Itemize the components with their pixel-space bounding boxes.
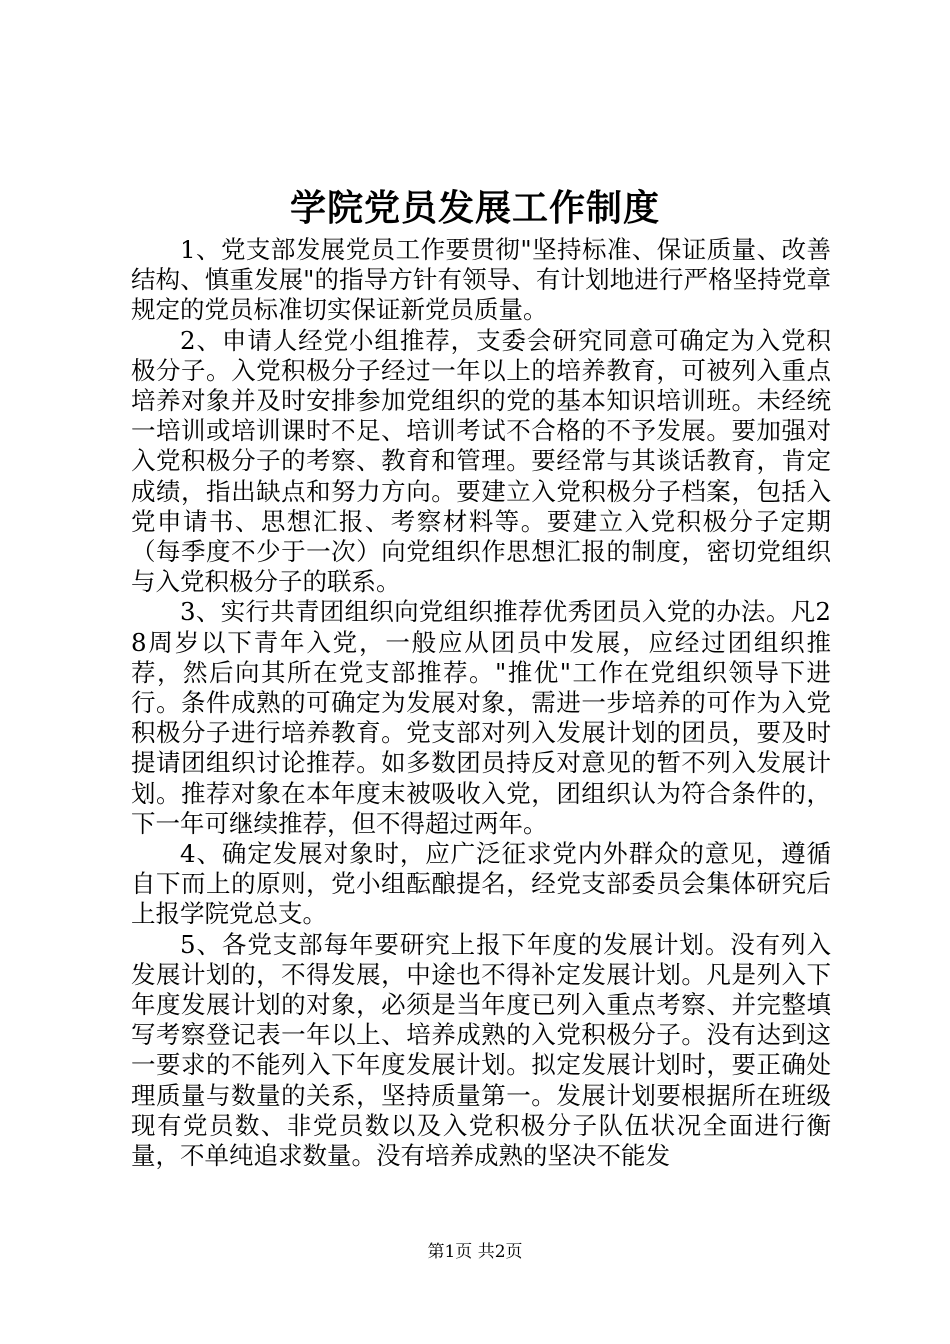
- paragraph-5: 5、各党支部每年要研究上报下年度的发展计划。没有列入发展计划的，不得发展，中途也不得补定发展计划。凡是列入下年度发展计划的对象，必须是当年度已列入重点考察、并完整填写考察登记表一年以上、培养成熟的入党积极分子。没有达到这一要求的不能列入下年度发展计划。拟定发展计划时，要正确处理质量与数量的关系，坚持质量第一。发展计划要根据所在班级现有党员数、非党员数以及入党积极分子队伍状况全面进行衡量，不单纯追求数量。没有培养成熟的坚决不能发: [131, 929, 831, 1171]
- document-body: [131, 235, 831, 1171]
- paragraph-1: 1、党支部发展党员工作要贯彻"坚持标准、保证质量、改善结构、慎重发展"的指导方针有领导、有计划地进行严格坚持党章规定的党员标准切实保证新党员质量。: [131, 235, 831, 325]
- paragraph-4: 4、确定发展对象时，应广泛征求党内外群众的意见，遵循自下而上的原则，党小组酝酿提名，经党支部委员会集体研究后上报学院党总支。: [131, 839, 831, 929]
- document-title: 学院党员发展工作制度: [289, 187, 660, 229]
- paragraph-2: 2、申请人经党小组推荐，支委会研究同意可确定为入党积极分子。入党积极分子经过一年以上的培养教育，可被列入重点培养对象并及时安排参加党组织的党的基本知识培训班。未经统一培训或培训课时不足、培训考试不合格的不予发展。要加强对入党积极分子的考察、教育和管理。要经常与其谈话教育，肯定成绩，指出缺点和努力方向。要建立入党积极分子档案，包括入党申请书、思想汇报、考察材料等。要建立入党积极分子定期（每季度不少于一次）向党组织作思想汇报的制度，密切党组织与入党积极分子的联系。: [131, 325, 831, 597]
- paragraph-3: 3、实行共青团组织向党组织推荐优秀团员入党的办法。凡28周岁以下青年入党，一般应从团员中发展，应经过团组织推荐，然后向其所在党支部推荐。"推优"工作在党组织领导下进行。条件成熟的可确定为发展对象，需进一步培养的可作为入党积极分子进行培养教育。党支部对列入发展计划的团员，要及时提请团组织讨论推荐。如多数团员持反对意见的暂不列入发展计划。推荐对象在本年度末被吸收入党，团组织认为符合条件的，下一年可继续推荐，但不得超过两年。: [131, 597, 831, 838]
- page-footer: 第1页 共2页: [427, 1242, 523, 1262]
